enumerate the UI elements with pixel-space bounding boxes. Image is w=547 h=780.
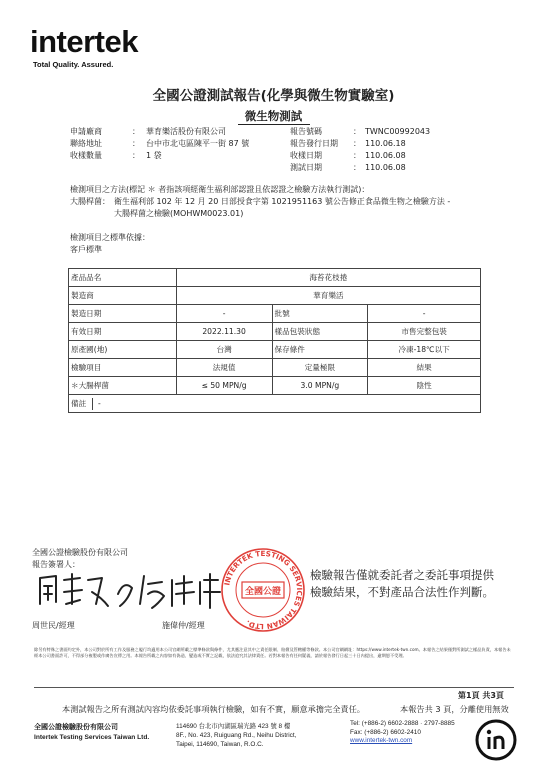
table-row xyxy=(69,287,481,305)
expiry-label: 有效日期 xyxy=(69,323,177,341)
stamp-center-text: 全國公證 xyxy=(244,587,282,597)
signer-2: 施偉仲/經理 xyxy=(162,621,205,630)
statement-line-2: 檢驗結果，不對產品合法性作判斷。 xyxy=(310,585,494,599)
sample-count-label: 收樣數量 xyxy=(70,151,102,160)
signer-1: 周世民/經理 xyxy=(32,621,75,630)
expiry-value: 2022.11.30 xyxy=(176,323,272,341)
batch-label: 批號 xyxy=(272,305,368,323)
method-line-1: 衛生福利部 102 年 12 月 20 日部授食字第 1021951163 號公告修正食品微生物之檢驗方法 - xyxy=(114,197,451,206)
applicant-value: 華育樂活股份有限公司 xyxy=(146,127,226,136)
test-date-label: 測試日期 xyxy=(290,163,322,172)
receive-date-value: 110.06.08 xyxy=(365,151,406,160)
footer-company-en: Intertek Testing Services Taiwan Ltd. xyxy=(34,734,150,741)
origin-value: 台灣 xyxy=(176,341,272,359)
table-row xyxy=(69,323,481,341)
mfg-date-value: - xyxy=(176,305,272,323)
intertek-in-icon xyxy=(474,718,518,762)
website-link[interactable]: www.intertek-twn.com xyxy=(350,737,413,744)
col-quant-header: 定量極限 xyxy=(272,359,368,377)
intertek-logo: intertek xyxy=(30,24,138,59)
standard-heading: 檢測項目之標準依據： xyxy=(70,233,150,242)
statement-line-1: 檢驗報告僅就委託者之委託事項提供 xyxy=(310,568,494,582)
packaging-label: 樣品包裝狀態 xyxy=(272,323,368,341)
address-en-1: 8F., No. 423, Ruiguang Rd., Neihu District, xyxy=(176,732,297,739)
row-limit: ≤ 50 MPN/g xyxy=(176,377,272,395)
table-row xyxy=(69,377,481,395)
report-title: 全國公證測試報告(化學與微生物實驗室) xyxy=(152,88,395,104)
table-row xyxy=(69,269,481,287)
address-label: 聯絡地址 xyxy=(70,139,102,148)
address-zh: 114690 台北市內湖區瑞光路 423 號 8 樓 xyxy=(176,723,291,730)
manufacturer-label: 製造商 xyxy=(69,287,177,305)
storage-value: 冷凍-18℃以下 xyxy=(368,341,481,359)
sign-company: 全國公證檢驗股份有限公司 xyxy=(32,548,128,557)
issue-date-value: 110.06.18 xyxy=(365,139,406,148)
logo-tagline: Total Quality. Assured. xyxy=(33,60,114,69)
col-limit-header: 法規值 xyxy=(176,359,272,377)
applicant-label: 申請廠商 xyxy=(70,127,102,136)
note-value: - xyxy=(98,398,101,408)
info-block: 申請廠商 ： 華育樂活股份有限公司 聯絡地址 ： 台中市北屯區陳平一街 87 號 收樣數量 ： 1 袋 報告號碼 ： TWNC00992043 報告發行日期 ： 110.06.18 收樣日期 ： 110.06.08 測試日期 ： 110.06.08 xyxy=(70,127,431,172)
note-cell xyxy=(69,395,481,413)
mfg-date-label: 製造日期 xyxy=(69,305,177,323)
fine-print: 除另有特殊之書面約定外，本公司對於所有工作及服務之履行均適用本公司官網所載之標準條款與條件，尤其應注意其中之責任限制、賠償及管轄權等條款。本公司官網網址：https://www.intertek-twn.com。本報告之結果僅對所測試之樣品負責，本報告未經本公司書面許可，不得部分複製或作廣告宣傳之用。本報告所載之內容如有偽造、變造或不實之記載，依法追究其法律責任。若對本報告有任何疑義，請於報告發行日起三十日內提出，逾期恕不受理。 xyxy=(34,647,511,658)
footer-contact xyxy=(350,720,456,746)
statement xyxy=(310,567,494,601)
handwritten-signature xyxy=(36,570,226,612)
tel: Tel: (+886-2) 6602-2888 · 2797-8885 xyxy=(350,720,455,727)
table-row xyxy=(69,341,481,359)
stamp-outer-text: INTERTEK TESTING SERVICES TAIWAN LTD. xyxy=(222,548,305,632)
method-line-2: 大腸桿菌之檢驗(MOHWM0023.01) xyxy=(114,209,244,218)
row-item: ＊大腸桿菌 xyxy=(69,377,177,395)
table-row xyxy=(69,305,481,323)
note-label: 備註 xyxy=(71,398,87,408)
receive-date-label: 收樣日期 xyxy=(290,151,322,160)
fax: Fax: (+886-2) 6602-2410 xyxy=(350,728,421,736)
product-name-value: 海苔花枝捲 xyxy=(176,269,480,287)
standard-value: 客戶標準 xyxy=(70,245,102,254)
report-no-value: TWNC00992043 xyxy=(365,127,431,136)
origin-label: 原產國(地) xyxy=(69,341,177,359)
packaging-value: 市售完整包裝 xyxy=(368,323,481,341)
report-subtitle: 微生物測試 xyxy=(244,109,303,123)
subtitle-underline xyxy=(238,124,310,125)
page-note: 本報告共 3 頁，分離使用無效 xyxy=(400,704,509,714)
batch-value: - xyxy=(368,305,481,323)
method-item: 大腸桿菌： xyxy=(70,197,110,206)
storage-label: 保存條件 xyxy=(272,341,368,359)
col-result-header: 結果 xyxy=(368,359,481,377)
footer-divider xyxy=(34,687,514,688)
method-heading: 檢測項目之方法(標記 ＊ 者指該項經衛生福利部認證且依認證之檢驗方法執行測試)： xyxy=(70,185,370,194)
sample-count-value: 1 袋 xyxy=(146,151,162,160)
address-value: 台中市北屯區陳平一街 87 號 xyxy=(146,139,250,148)
report-no-label: 報告號碼 xyxy=(290,127,322,136)
col-item-header: 檢驗項目 xyxy=(69,359,177,377)
result-table xyxy=(68,268,481,413)
product-name-label: 產品品名 xyxy=(69,269,177,287)
issue-date-label: 報告發行日期 xyxy=(290,139,338,148)
footer-address xyxy=(176,722,296,749)
footer-company-zh: 全國公證檢驗股份有限公司 xyxy=(34,723,118,731)
manufacturer-value: 華育樂活 xyxy=(176,287,480,305)
signer-label: 報告簽署人： xyxy=(32,560,80,569)
official-stamp xyxy=(220,547,306,633)
row-result: 陰性 xyxy=(368,377,481,395)
table-row xyxy=(69,395,481,413)
row-quant: 3.0 MPN/g xyxy=(272,377,368,395)
page-indicator: 第1頁 共3頁 xyxy=(458,691,504,700)
address-en-2: Taipei, 114690, Taiwan, R.O.C. xyxy=(176,741,264,748)
test-date-value: 110.06.08 xyxy=(365,163,406,172)
table-row xyxy=(69,359,481,377)
disclaimer: 本測試報告之所有測試內容均依委託事項執行檢驗，如有不實，願意承擔完全責任。 xyxy=(62,704,365,714)
